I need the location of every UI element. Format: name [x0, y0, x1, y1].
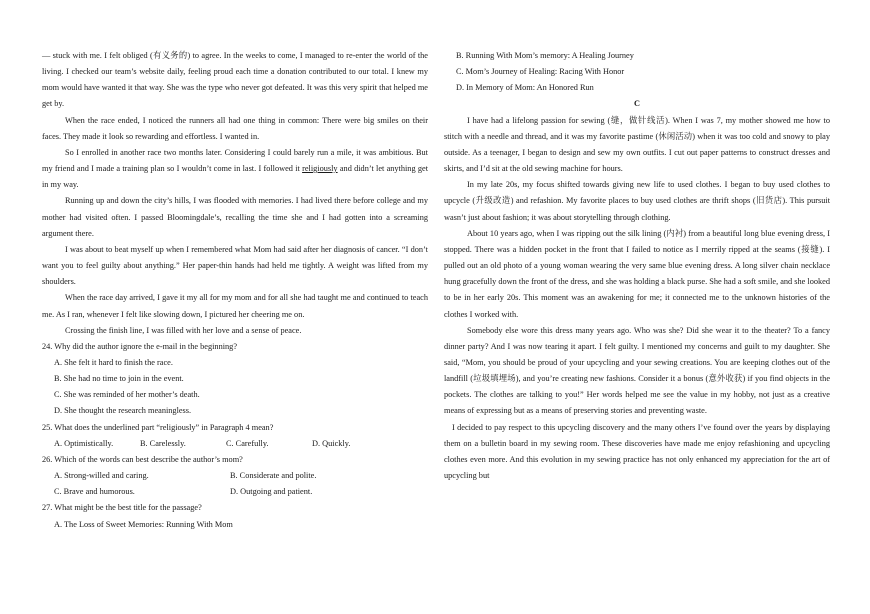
- question-25-option-a: A. Optimistically.: [54, 438, 114, 448]
- passage-paragraph: Somebody else wore this dress many years ago. Who was she? Did she wear it to the theater? To a fancy dinner party? And I was now tearing it apart. I felt guilty. I mentioned my concerns and guilt to my daughter. She said, “Mom, you should be proud of your upcycling and your sewing creations. You are keeping clothes out of the landfill (垃圾填埋场), and you’re creating new fashions. Consider it a bonus (意外收获) if you find objects in the pockets. The clothes are talking to you!” Her words helped me see the value in my hobby, not just as a creative means of expressing but as a means of preserving stories and preventing waste.: [444, 325, 830, 416]
- passage-paragraph: I have had a lifelong passion for sewing (缝，做针线活). When I was 7, my mother showed me how to stitch with a needle and thread, and it was my favorite pastime (休闲活动) when it was too cold and snowy to play outside. As a teenager, I began to design and sew my own outfits. I cut out paper patterns to construct dresses and skirts, and I’d sit at the old sewing machine for hours.: [444, 115, 830, 174]
- question-26-option-d: D. Outgoing and patient.: [230, 487, 313, 497]
- question-27-option-a: A. The Loss of Sweet Memories: Running With Mom: [54, 519, 233, 529]
- question-25-option-b: B. Carelessly.: [140, 438, 186, 448]
- passage-paragraph: I decided to pay respect to this upcycling discovery and the many others I’ve found over the years by displaying them on a bulletin board in my sewing room. These discoveries have made me enjoy refashioning and upcycling clothes even more. And this evolution in my sewing practice has not only enhanced my appreciation for the art of upcycling but: [444, 422, 830, 481]
- question-24-option-d: D. She thought the research meaningless.: [54, 406, 192, 416]
- question-25-options: [42, 436, 428, 452]
- passage-paragraph: When the race day arrived, I gave it my all for my mom and for all she had taught me and continued to teach me. As I ran, whenever I felt like slowing down, I pictured her cheering me on.: [42, 293, 428, 319]
- question-24-option-a: A. She felt it hard to finish the race.: [54, 357, 173, 367]
- paragraph-text: So I enrolled in another race two months later. Considering I could barely run a mile, it was ambitious. But my friend and I made a training plan so I wouldn’t come in last. I followed it: [42, 147, 428, 174]
- passage-paragraph: I was about to beat myself up when I remembered what Mom had said after her diagnosis of cancer. “I don’t want you to feel guilty about anything.” Her paper-thin hands had held me tightly. A weight was lifted from my shoulders.: [42, 244, 428, 287]
- question-24-stem: 24. Why did the author ignore the e-mail in the beginning?: [42, 341, 238, 351]
- left-column: [42, 48, 428, 533]
- passage-paragraph: About 10 years ago, when I was ripping out the silk lining (内衬) from a beautiful long blue evening dress, I stopped. There was a hidden pocket in the front that I failed to notice as I merrily ripped at the seams (接缝). I pulled out an old photo of a young woman wearing the very same blue evening dress. A long silver chain necklace hung gracefully down the front of the dress, and she was holding a black purse. She had a soft smile, and she looked to be in her early 20s. This moment was an awakening for me; it connected me to the unknown histories of the clothes I worked with.: [444, 228, 830, 319]
- question-24-option-b: B. She had no time to join in the event.: [54, 374, 184, 384]
- passage-paragraph: When the race ended, I noticed the runners all had one thing in common: There were big smiles on their faces. They made it look so rewarding and effortless. I wanted in.: [42, 115, 428, 141]
- question-26-options-cd: [42, 484, 428, 500]
- question-27-option-b: B. Running With Mom’s memory: A Healing Journey: [456, 51, 634, 60]
- passage-paragraph: Running up and down the city’s hills, I was flooded with memories. I had lived there before college and my mother had visited often. I passed Bloomingdale’s, recalling the time she and I had gotten into a screaming argument there.: [42, 196, 428, 238]
- right-column: [444, 48, 830, 484]
- passage-paragraph: — stuck with me. I felt obliged (有义务的) to agree. In the weeks to come, I managed to re-enter the world of the living. I checked our team’s website daily, feeling proud each time a donation contributed to our total. I knew my mom would have wanted it that way. She was the type who never got defeated. It was this very spirit that helped me get by.: [42, 51, 428, 109]
- question-26-option-c: C. Brave and humorous.: [54, 487, 135, 497]
- question-25-option-d: D. Quickly.: [312, 438, 351, 448]
- question-25-option-c: C. Carefully.: [226, 438, 269, 448]
- passage-paragraph: [42, 145, 428, 193]
- section-heading: C: [634, 99, 640, 109]
- question-26-stem: 26. Which of the words can best describe the author’s mom?: [42, 454, 243, 464]
- question-26-option-b: B. Considerate and polite.: [230, 471, 317, 481]
- question-26-options-ab: [42, 468, 428, 484]
- question-27-option-c: C. Mom’s Journey of Healing: Racing With Honor: [456, 67, 625, 77]
- question-26-option-a: A. Strong-willed and caring.: [54, 471, 149, 481]
- question-25-stem: 25. What does the underlined part “religiously” in Paragraph 4 mean?: [42, 422, 274, 432]
- question-27-option-d: D. In Memory of Mom: An Honored Run: [456, 83, 594, 93]
- question-27-stem: 27. What might be the best title for the passage?: [42, 503, 202, 513]
- question-24-option-c: C. She was reminded of her mother’s death.: [54, 390, 200, 400]
- passage-paragraph: In my late 20s, my focus shifted towards giving new life to used clothes. I began to buy used clothes to upcycle (升级改造) and refashion. My favorite places to buy used clothes are thrift shops (旧货店). This pursuit wasn’t just about fashion; it was about storytelling through clothing.: [444, 180, 830, 222]
- passage-paragraph: Crossing the finish line, I was filled with her love and a sense of peace.: [65, 325, 302, 335]
- paragraph-text: and didn’t let anything get in my way.: [42, 164, 428, 190]
- underlined-word: religiously: [302, 164, 338, 174]
